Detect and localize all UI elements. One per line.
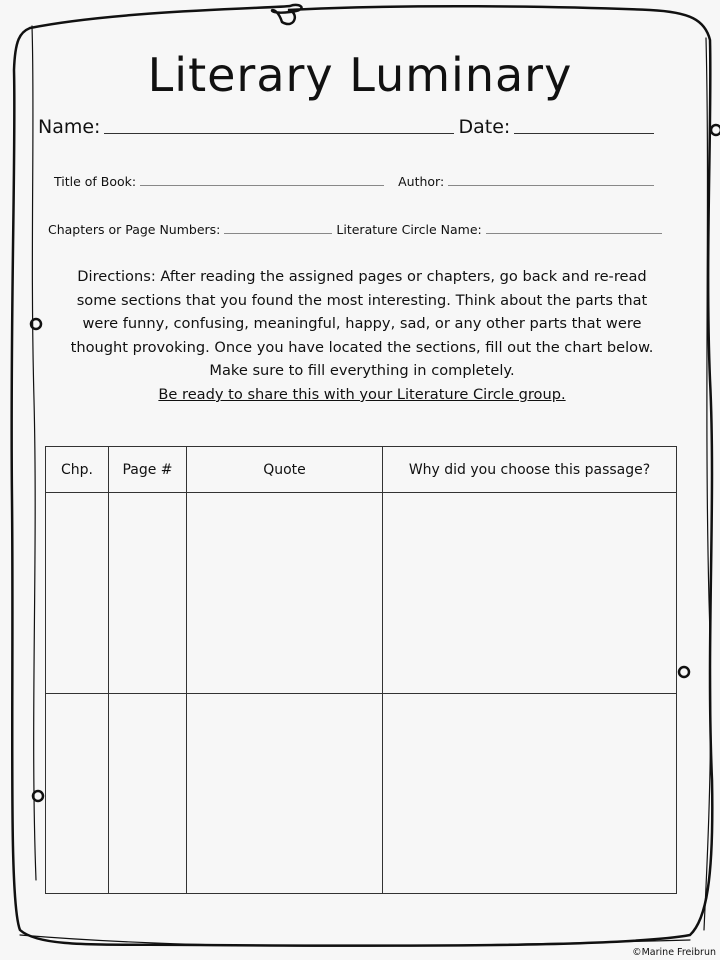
chapter-cell[interactable]: [46, 693, 109, 894]
share-reminder: Be ready to share this with your Literature Circle group.: [158, 385, 566, 403]
name-field[interactable]: [104, 132, 454, 134]
header-page: Page #: [109, 447, 187, 493]
chapters-circle-row: [48, 222, 666, 237]
name-date-row: [38, 116, 658, 138]
directions-line: Directions: After reading the assigned pages or chapters, go back and re-read: [77, 268, 647, 285]
page-cell[interactable]: [109, 493, 187, 694]
directions: [32, 265, 692, 407]
table-row: [46, 693, 677, 894]
copyright: ©Marine Freibrun: [632, 947, 716, 958]
why-cell[interactable]: [383, 693, 677, 894]
quote-cell[interactable]: [187, 493, 383, 694]
chapters-field[interactable]: [224, 232, 332, 234]
page-cell[interactable]: [109, 693, 187, 894]
circle-field[interactable]: [486, 232, 662, 234]
header-chapter: Chp.: [46, 447, 109, 493]
passage-chart: [45, 446, 677, 894]
date-field[interactable]: [514, 132, 654, 134]
author-field[interactable]: [448, 184, 654, 186]
chapters-label: Chapters or Page Numbers:: [48, 222, 221, 237]
chapter-cell[interactable]: [46, 493, 109, 694]
directions-line: were funny, confusing, meaningful, happy, sad, or any other parts that were: [82, 315, 642, 333]
quote-cell[interactable]: [187, 693, 383, 894]
why-cell[interactable]: [383, 493, 677, 694]
directions-line: thought provoking. Once you have located the sections, fill out the chart below.: [70, 338, 654, 356]
header-why: Why did you choose this passage?: [383, 447, 677, 493]
table-row: [46, 493, 677, 694]
date-label: Date:: [458, 116, 511, 138]
table-header-row: [46, 447, 677, 493]
directions-line: some sections that you found the most interesting. Think about the parts that: [76, 291, 648, 309]
title-author-row: [54, 174, 658, 189]
title-label: Title of Book:: [54, 174, 137, 189]
header-quote: Quote: [187, 447, 383, 493]
title-field[interactable]: [140, 184, 384, 186]
name-label: Name:: [38, 116, 101, 138]
author-label: Author:: [398, 174, 445, 189]
page-title: Literary Luminary: [147, 48, 573, 102]
directions-line: Make sure to fill everything in completely.: [209, 362, 515, 380]
circle-label: Literature Circle Name:: [336, 222, 482, 237]
